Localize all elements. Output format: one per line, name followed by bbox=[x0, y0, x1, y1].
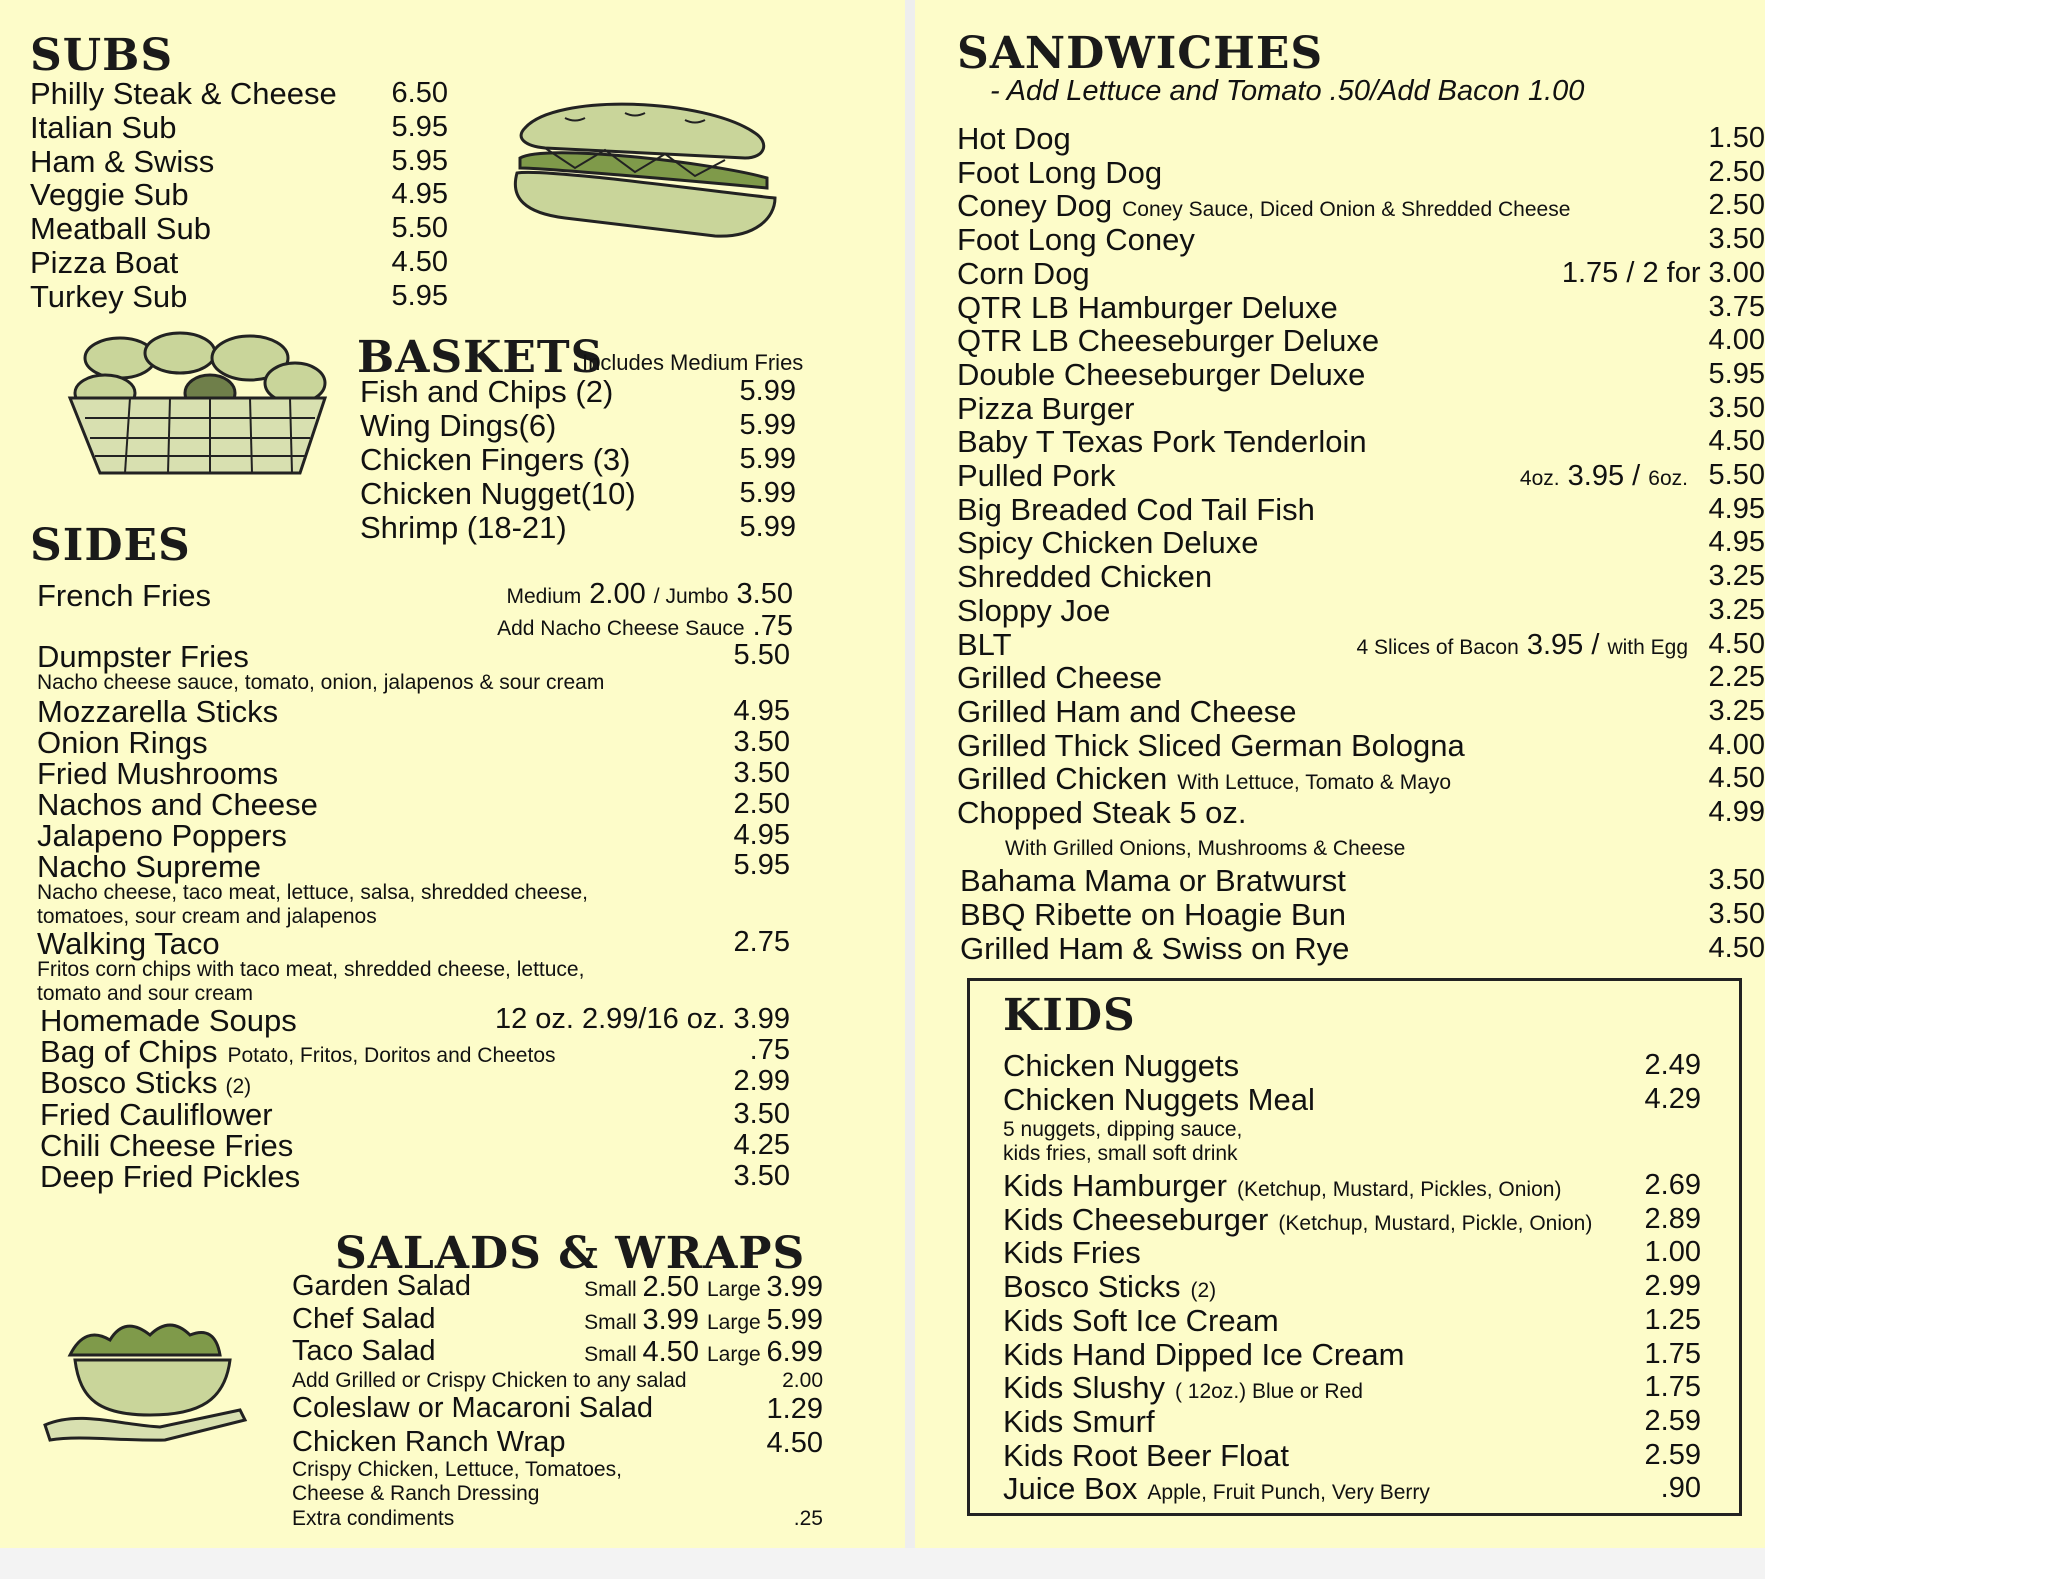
menu-item bbox=[1003, 1437, 1290, 1473]
blt-bacon-price: 3.95 / bbox=[1526, 629, 1600, 661]
item-price: 2.59 bbox=[1644, 1438, 1701, 1471]
item-price: 5.99 bbox=[739, 375, 796, 407]
item-price: 4.50 bbox=[1708, 627, 1765, 660]
salad-prices bbox=[584, 1273, 823, 1302]
item-name: Grilled Ham & Swiss on Rye bbox=[960, 931, 1350, 966]
item-name: BLT bbox=[957, 626, 1012, 662]
item-name: Big Breaded Cod Tail Fish bbox=[957, 491, 1315, 527]
item-price: 1.25 bbox=[1644, 1303, 1701, 1336]
item-name: Bag of Chips bbox=[40, 1034, 218, 1069]
item-name: Wing Dings(6) bbox=[360, 408, 557, 443]
menu-item bbox=[957, 693, 1297, 729]
sandwiches-note: - Add Lettuce and Tomato .50/Add Bacon 1.00 bbox=[990, 75, 1585, 107]
item-name: QTR LB Cheeseburger Deluxe bbox=[957, 323, 1380, 359]
item-name: Baby T Texas Pork Tenderloin bbox=[957, 424, 1367, 460]
item-price: 2.69 bbox=[1644, 1169, 1701, 1201]
item-name: Kids Slushy bbox=[1003, 1370, 1165, 1406]
sides-heading: SIDES bbox=[30, 520, 191, 571]
item-name: Chili Cheese Fries bbox=[40, 1128, 294, 1163]
menu-item bbox=[360, 478, 636, 509]
sub-sandwich-icon bbox=[505, 88, 780, 248]
menu-item bbox=[957, 491, 1315, 527]
menu-item bbox=[1003, 1050, 1239, 1081]
menu-item-dumpster-fries: Dumpster Fries bbox=[37, 639, 249, 674]
salad-price-part: Small bbox=[584, 1310, 643, 1334]
dumpster-fries-price: 5.50 bbox=[733, 639, 790, 671]
salad-addon: Add Grilled or Crispy Chicken to any salad bbox=[292, 1369, 687, 1392]
french-fries-price bbox=[507, 580, 794, 609]
menu-item bbox=[957, 592, 1111, 628]
item-price: 3.25 bbox=[1708, 694, 1765, 727]
menu-item bbox=[1003, 1403, 1155, 1439]
item-name: Kids Smurf bbox=[1003, 1403, 1155, 1439]
wrap-desc-2: Cheese & Ranch Dressing bbox=[292, 1482, 540, 1505]
item-price: 5.50 bbox=[1708, 459, 1765, 491]
menu-item bbox=[957, 626, 1012, 662]
item-price: 4.29 bbox=[1644, 1083, 1701, 1115]
item-name: Pizza Burger bbox=[957, 390, 1135, 426]
menu-item bbox=[30, 78, 337, 109]
item-name: Jalapeno Poppers bbox=[37, 818, 287, 853]
item-price: 5.99 bbox=[739, 511, 796, 543]
item-price: 2.25 bbox=[1708, 661, 1765, 694]
item-price: 4.99 bbox=[1708, 796, 1765, 828]
jumbo-label: / Jumbo bbox=[653, 585, 729, 608]
salad-name: Garden Salad bbox=[292, 1270, 471, 1302]
item-name: Foot Long Dog bbox=[957, 154, 1163, 190]
salad-price-part: 3.99 bbox=[642, 1303, 707, 1336]
item-price: 1.00 bbox=[1644, 1236, 1701, 1269]
item-name: QTR LB Hamburger Deluxe bbox=[957, 289, 1338, 325]
pulled-pork-size-prices bbox=[1520, 462, 1688, 491]
item-price: 4.00 bbox=[1708, 324, 1765, 357]
dumpster-fries-desc: Nacho cheese sauce, tomato, onion, jalapenos & sour cream bbox=[37, 671, 605, 694]
item-price: 4.95 bbox=[391, 178, 448, 211]
item-price: 2.50 bbox=[1708, 155, 1765, 188]
menu-item bbox=[1003, 1302, 1279, 1338]
menu-item-homemade-soups: Homemade Soups bbox=[40, 1003, 297, 1038]
menu-item bbox=[30, 143, 215, 179]
blt-egg-label: with Egg bbox=[1607, 636, 1688, 659]
item-name: Veggie Sub bbox=[30, 177, 189, 213]
pulled-pork-4oz-price: 3.95 / bbox=[1567, 460, 1641, 492]
item-price: 1.75 bbox=[1644, 1371, 1701, 1404]
menu-item bbox=[360, 444, 630, 475]
item-price: 5.95 bbox=[391, 110, 448, 143]
item-price: 4.50 bbox=[391, 246, 448, 278]
nacho-sauce-addon bbox=[497, 612, 793, 641]
item-name: Grilled Thick Sliced German Bologna bbox=[957, 727, 1465, 763]
item-name: Fried Cauliflower bbox=[40, 1097, 273, 1132]
menu-item bbox=[360, 376, 613, 407]
menu-item-bag-of-chips bbox=[40, 1036, 556, 1067]
item-price: 4.95 bbox=[1708, 526, 1765, 559]
item-name: French Fries bbox=[37, 578, 211, 613]
item-price: 3.75 bbox=[1708, 290, 1765, 323]
menu-item bbox=[1003, 1084, 1315, 1115]
menu-item bbox=[960, 899, 1346, 930]
item-name: Kids Hamburger bbox=[1003, 1168, 1227, 1203]
sandwiches-heading: SANDWICHES bbox=[957, 28, 1324, 79]
item-name: Shrimp (18-21) bbox=[360, 510, 567, 545]
item-name: Sloppy Joe bbox=[957, 592, 1111, 628]
menu-item bbox=[957, 460, 1116, 491]
wrap-desc-1: Crispy Chicken, Lettuce, Tomatoes, bbox=[292, 1458, 622, 1481]
salad-price-part: 6.99 bbox=[766, 1336, 823, 1368]
item-name: Chicken Nuggets Meal bbox=[1003, 1082, 1315, 1117]
menu-item bbox=[957, 289, 1338, 325]
salad-name: Chef Salad bbox=[292, 1302, 436, 1335]
menu-item bbox=[1003, 1471, 1430, 1507]
item-price: 5.95 bbox=[1708, 357, 1765, 390]
item-price: 4.50 bbox=[1708, 425, 1765, 458]
item-price: 3.50 bbox=[1708, 898, 1765, 930]
item-name: Italian Sub bbox=[30, 109, 177, 145]
menu-item bbox=[1003, 1170, 1561, 1201]
menu-item bbox=[30, 109, 177, 145]
baskets-heading: BASKETS bbox=[357, 332, 604, 383]
item-name: Hot Dog bbox=[957, 121, 1071, 156]
item-name: Kids Hand Dipped Ice Cream bbox=[1003, 1336, 1405, 1372]
item-name: Juice Box bbox=[1003, 1471, 1138, 1507]
menu-item bbox=[957, 390, 1135, 426]
menu-item-french-fries bbox=[37, 580, 211, 611]
menu-item bbox=[957, 323, 1380, 359]
item-price: 4.00 bbox=[1708, 728, 1765, 761]
menu-item bbox=[1003, 1235, 1141, 1271]
medium-price: 2.00 bbox=[589, 578, 646, 610]
menu-item bbox=[957, 123, 1071, 154]
menu-item bbox=[40, 1161, 300, 1192]
item-name: Chicken Fingers (3) bbox=[360, 442, 631, 477]
menu-item bbox=[957, 660, 1163, 696]
extra-condiments: Extra condiments bbox=[292, 1507, 455, 1530]
kids-heading: KIDS bbox=[1003, 990, 1136, 1041]
item-price: 3.50 bbox=[1708, 864, 1765, 896]
jumbo-price: 3.50 bbox=[736, 578, 793, 610]
item-price: 3.50 bbox=[733, 1160, 790, 1192]
item-detail: (2) bbox=[225, 1075, 252, 1098]
menu-item bbox=[1003, 1201, 1593, 1237]
item-price: 2.50 bbox=[1708, 189, 1765, 222]
item-price: 5.99 bbox=[739, 443, 796, 475]
item-name: Grilled Cheese bbox=[957, 660, 1163, 696]
salad-prices bbox=[584, 1303, 823, 1336]
salad-name: Taco Salad bbox=[292, 1335, 436, 1367]
item-price: 4.50 bbox=[1708, 762, 1765, 795]
menu-item bbox=[957, 727, 1465, 763]
item-price: 4.25 bbox=[733, 1129, 790, 1161]
menu-item bbox=[960, 933, 1349, 964]
baskets-note: Includes Medium Fries bbox=[582, 350, 804, 375]
item-price: 3.50 bbox=[1708, 223, 1765, 256]
menu-item bbox=[957, 222, 1195, 258]
nuggets-meal-desc-1: 5 nuggets, dipping sauce, bbox=[1003, 1118, 1243, 1141]
salad-price-part: 4.50 bbox=[642, 1336, 707, 1368]
menu-item bbox=[360, 410, 556, 441]
nuggets-meal-desc-2: kids fries, small soft drink bbox=[1003, 1142, 1238, 1165]
menu-item bbox=[30, 247, 178, 278]
menu-item bbox=[30, 211, 211, 247]
walking-taco-price: 2.75 bbox=[733, 926, 790, 958]
item-name: Chicken Nugget(10) bbox=[360, 476, 636, 511]
item-name: Kids Fries bbox=[1003, 1235, 1141, 1271]
item-name: Deep Fried Pickles bbox=[40, 1159, 301, 1194]
menu-item bbox=[957, 424, 1367, 460]
item-name: Grilled Ham and Cheese bbox=[957, 693, 1297, 729]
salad-prices bbox=[584, 1338, 823, 1367]
menu-item bbox=[40, 1099, 273, 1130]
menu-item bbox=[37, 789, 318, 820]
item-detail: (Ketchup, Mustard, Pickles, Onion) bbox=[1236, 1178, 1562, 1201]
item-price: 6.50 bbox=[391, 77, 448, 109]
item-name: Ham & Swiss bbox=[30, 143, 215, 179]
item-detail: (Ketchup, Mustard, Pickle, Onion) bbox=[1278, 1211, 1593, 1235]
menu-item bbox=[37, 696, 278, 727]
item-price: 2.89 bbox=[1644, 1202, 1701, 1235]
menu-item-bosco-sticks bbox=[40, 1067, 251, 1098]
item-price: 2.49 bbox=[1644, 1049, 1701, 1081]
menu-item bbox=[37, 820, 287, 851]
item-price: 5.95 bbox=[391, 279, 448, 312]
item-name: Corn Dog bbox=[957, 255, 1090, 291]
item-detail: Potato, Fritos, Doritos and Cheetos bbox=[227, 1044, 556, 1067]
menu-item bbox=[960, 865, 1346, 896]
item-name: Chicken Nuggets bbox=[1003, 1048, 1240, 1083]
item-name: Bahama Mama or Bratwurst bbox=[960, 863, 1346, 898]
item-name: Fish and Chips (2) bbox=[360, 374, 614, 409]
menu-item bbox=[957, 356, 1366, 392]
coleslaw-price: 1.29 bbox=[766, 1393, 823, 1425]
item-detail: ( 12oz.) Blue or Red bbox=[1174, 1380, 1363, 1404]
item-price: .90 bbox=[1660, 1472, 1701, 1505]
item-name: Double Cheeseburger Deluxe bbox=[957, 356, 1366, 392]
item-price: 5.95 bbox=[391, 144, 448, 177]
nacho-supreme-price: 5.95 bbox=[733, 849, 790, 881]
item-price: 5.99 bbox=[739, 409, 796, 441]
pulled-pork-4oz-label: 4oz. bbox=[1519, 467, 1560, 490]
medium-label: Medium bbox=[506, 585, 582, 608]
item-price: 5.50 bbox=[391, 212, 448, 245]
menu-item bbox=[360, 512, 567, 543]
item-detail: Apple, Fruit Punch, Very Berry bbox=[1147, 1481, 1430, 1505]
wrap-price: 4.50 bbox=[766, 1427, 823, 1459]
menu-item bbox=[40, 1130, 293, 1161]
item-name: Mozzarella Sticks bbox=[37, 694, 279, 729]
page-fold bbox=[905, 0, 915, 1579]
extra-condiments-price: .25 bbox=[793, 1507, 823, 1530]
item-price: 3.50 bbox=[733, 1098, 790, 1130]
menu-item bbox=[37, 758, 278, 789]
item-price: 1.75 bbox=[1644, 1337, 1701, 1370]
item-price: 2.50 bbox=[733, 788, 790, 820]
menu-item bbox=[1003, 1336, 1405, 1372]
item-detail: (2) bbox=[1190, 1279, 1217, 1303]
bottom-edge bbox=[0, 1548, 1765, 1579]
item-name: Meatball Sub bbox=[30, 211, 211, 247]
salad-price-part: 3.99 bbox=[766, 1271, 823, 1303]
menu-item-chicken-ranch-wrap: Chicken Ranch Wrap bbox=[292, 1426, 566, 1458]
item-name: Foot Long Coney bbox=[957, 222, 1195, 258]
item-name: Bosco Sticks bbox=[1003, 1269, 1181, 1305]
homemade-soups-price: 12 oz. 2.99/16 oz. 3.99 bbox=[494, 1003, 790, 1035]
pulled-pork-6oz-label: 6oz. bbox=[1648, 467, 1688, 490]
item-name: Nachos and Cheese bbox=[37, 787, 318, 822]
item-price: 4.95 bbox=[733, 819, 790, 851]
item-price: 3.50 bbox=[1708, 391, 1765, 424]
item-price: 2.59 bbox=[1644, 1404, 1701, 1437]
page-margin bbox=[1765, 0, 2048, 1579]
menu-item-walking-taco: Walking Taco bbox=[37, 926, 220, 961]
item-name: Bosco Sticks bbox=[40, 1065, 218, 1100]
item-name: Kids Root Beer Float bbox=[1003, 1437, 1290, 1473]
item-name: Chopped Steak 5 oz. bbox=[957, 795, 1247, 830]
menu-item bbox=[957, 255, 1090, 291]
salad-price-part: Large bbox=[707, 1343, 767, 1366]
item-name: Kids Cheeseburger bbox=[1003, 1201, 1269, 1237]
item-name: BBQ Ribette on Hoagie Bun bbox=[960, 897, 1347, 932]
walking-taco-desc-1: Fritos corn chips with taco meat, shredded cheese, lettuce, bbox=[37, 958, 585, 981]
menu-item bbox=[957, 525, 1259, 561]
salad-price-part: Small bbox=[584, 1343, 643, 1366]
salad-addon-price: 2.00 bbox=[782, 1369, 823, 1392]
menu-item bbox=[37, 727, 208, 758]
item-price: 4.95 bbox=[733, 695, 790, 727]
item-name: Fried Mushrooms bbox=[37, 756, 279, 791]
subs-heading: SUBS bbox=[30, 30, 174, 81]
item-price: 5.99 bbox=[739, 477, 796, 509]
item-name: Kids Soft Ice Cream bbox=[1003, 1302, 1279, 1338]
addon-label: Add Nacho Cheese Sauce bbox=[497, 617, 745, 640]
bag-of-chips-price: .75 bbox=[749, 1034, 790, 1066]
salads-heading: SALADS & WRAPS bbox=[335, 1228, 806, 1279]
salad-price-part: Small bbox=[584, 1278, 643, 1301]
menu-item bbox=[1003, 1269, 1217, 1305]
item-price: 1.50 bbox=[1708, 122, 1765, 154]
item-name: Turkey Sub bbox=[30, 278, 188, 314]
item-name: Spicy Chicken Deluxe bbox=[957, 525, 1259, 561]
menu-item bbox=[957, 188, 1571, 224]
nacho-supreme-desc-1: Nacho cheese, taco meat, lettuce, salsa, shredded cheese, bbox=[37, 881, 588, 904]
item-name: Pulled Pork bbox=[957, 458, 1116, 493]
item-name: Coney Dog bbox=[957, 188, 1113, 224]
item-price: 4.95 bbox=[1708, 492, 1765, 525]
blt-bacon-label: 4 Slices of Bacon bbox=[1356, 636, 1519, 659]
menu-item bbox=[957, 797, 1247, 828]
salad-price-part: 5.99 bbox=[766, 1303, 823, 1336]
walking-taco-desc-2: tomato and sour cream bbox=[37, 982, 253, 1005]
item-name: Grilled Chicken bbox=[957, 761, 1168, 797]
menu-item-nacho-supreme: Nacho Supreme bbox=[37, 849, 262, 884]
menu-item bbox=[957, 154, 1163, 190]
addon-price: .75 bbox=[752, 610, 793, 642]
item-price: 3.25 bbox=[1708, 593, 1765, 626]
item-name: Onion Rings bbox=[37, 725, 208, 760]
item-price: 3.50 bbox=[733, 726, 790, 758]
basket-icon bbox=[60, 328, 335, 488]
item-price: 2.99 bbox=[1644, 1270, 1701, 1303]
item-detail: Coney Sauce, Diced Onion & Shredded Cheese bbox=[1122, 198, 1571, 222]
menu-item bbox=[957, 761, 1452, 797]
nacho-supreme-desc-2: tomatoes, sour cream and jalapenos bbox=[37, 905, 377, 928]
blt-options bbox=[1357, 631, 1689, 660]
bosco-sticks-price: 2.99 bbox=[733, 1065, 790, 1097]
menu-item-coleslaw: Coleslaw or Macaroni Salad bbox=[292, 1392, 654, 1424]
item-name: Shredded Chicken bbox=[957, 559, 1213, 595]
item-price: 3.50 bbox=[733, 757, 790, 789]
menu-item bbox=[957, 559, 1213, 595]
salad-price-part: Large bbox=[707, 1310, 767, 1334]
salad-price-part: Large bbox=[707, 1278, 767, 1301]
salad-price-part: 2.50 bbox=[642, 1271, 707, 1303]
item-price: 1.75 / 2 for 3.00 bbox=[1561, 256, 1765, 289]
item-name: Pizza Boat bbox=[30, 245, 179, 280]
menu-item bbox=[1003, 1370, 1363, 1406]
menu-item bbox=[30, 278, 188, 314]
item-price: 4.50 bbox=[1708, 932, 1765, 964]
item-name: Philly Steak & Cheese bbox=[30, 76, 337, 111]
chopped-steak-desc: With Grilled Onions, Mushrooms & Cheese bbox=[1005, 837, 1406, 860]
item-price: 3.25 bbox=[1708, 560, 1765, 593]
item-detail: With Lettuce, Tomato & Mayo bbox=[1177, 771, 1452, 795]
menu-item bbox=[30, 177, 189, 213]
salad-bowl-icon bbox=[40, 1315, 255, 1455]
